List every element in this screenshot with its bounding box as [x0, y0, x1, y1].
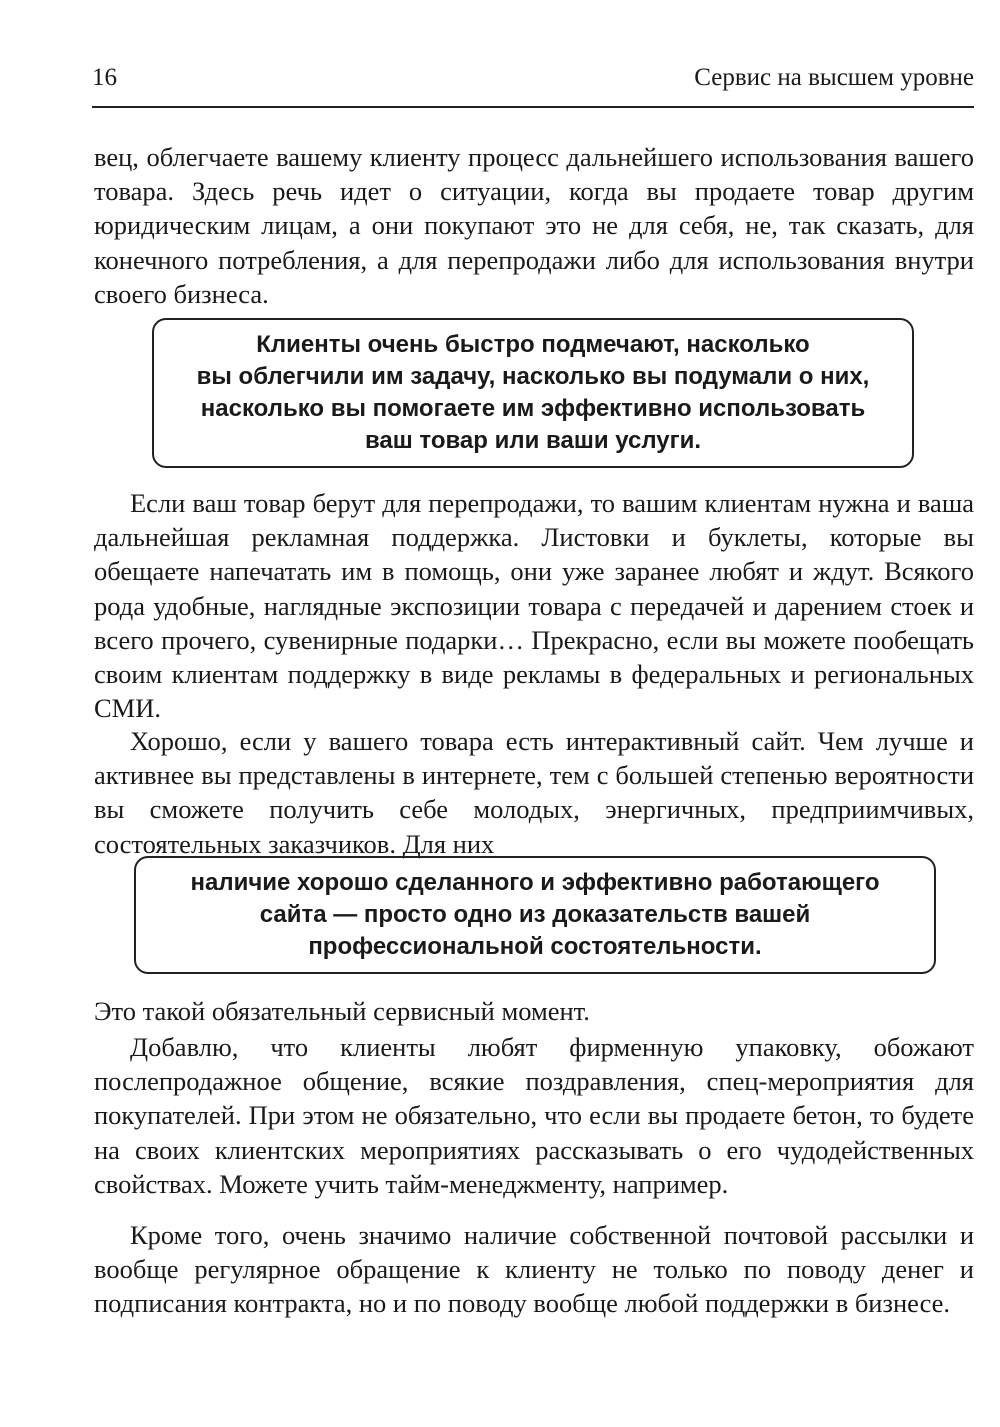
page-header [92, 60, 974, 108]
callout-box-1: Клиенты очень быстро подмечают, насколько вы облегчили им задачу, насколько вы подумали о них, насколько вы помогаете им эффективно использовать ваш товар или ваши услуги. [152, 318, 914, 468]
running-title: Сервис на высшем уровне [694, 64, 974, 91]
page-number: 16 [92, 64, 117, 91]
paragraph-6: Кроме того, очень значимо наличие собственной почтовой рассылки и вообще регулярное обращение к клиенту не только по поводу денег и подписания контракта, но и по поводу вообще любой поддержки в бизнесе. [94, 1220, 974, 1319]
paragraph-4: Это такой обязательный сервисный момент. [94, 996, 590, 1026]
callout-box-2: наличие хорошо сделанного и эффективно работающего сайта — просто одно из доказательств вашей профессиональной состоятельности. [134, 856, 936, 974]
paragraph-1: вец, облегчаете вашему клиенту процесс дальнейшего использования вашего товара. Здесь речь идет о ситуации, когда вы продаете товар другим юридическим лицам, а они покупают это не для себя, не, так сказать, для конечного потребления, а для перепродажи либо для использования внутри своего бизнеса. [94, 142, 974, 309]
paragraph-5: Добавлю, что клиенты любят фирменную упаковку, обожают послепродажное общение, всякие поздравления, спец-мероприятия для покупателей. При этом не обязательно, что если вы продаете бетон, то будете на своих клиентских мероприятиях рассказывать о его чудодейственных свойствах. Можете учить тайм-менеджменту, например. [94, 1032, 974, 1199]
paragraph-2: Если ваш товар берут для перепродажи, то вашим клиентам нужна и ваша дальнейшая рекламная поддержка. Листовки и буклеты, которые вы обещаете напечатать им в помощь, они уже заранее любят и ждут. Всякого рода удобные, наглядные экспозиции товара с передачей и дарением стоек и всего прочего, сувенирные подарки… Прекрасно, если вы можете пообещать своим клиентам поддержку в виде рекламы в федеральных и региональных СМИ. [94, 488, 974, 724]
paragraph-3: Хорошо, если у вашего товара есть интерактивный сайт. Чем лучше и активнее вы представлены в интернете, тем с большей степенью вероятности вы сможете получить себе молодых, энергичных, предприимчивых, состоятельных заказчиков. Для них [94, 726, 974, 859]
